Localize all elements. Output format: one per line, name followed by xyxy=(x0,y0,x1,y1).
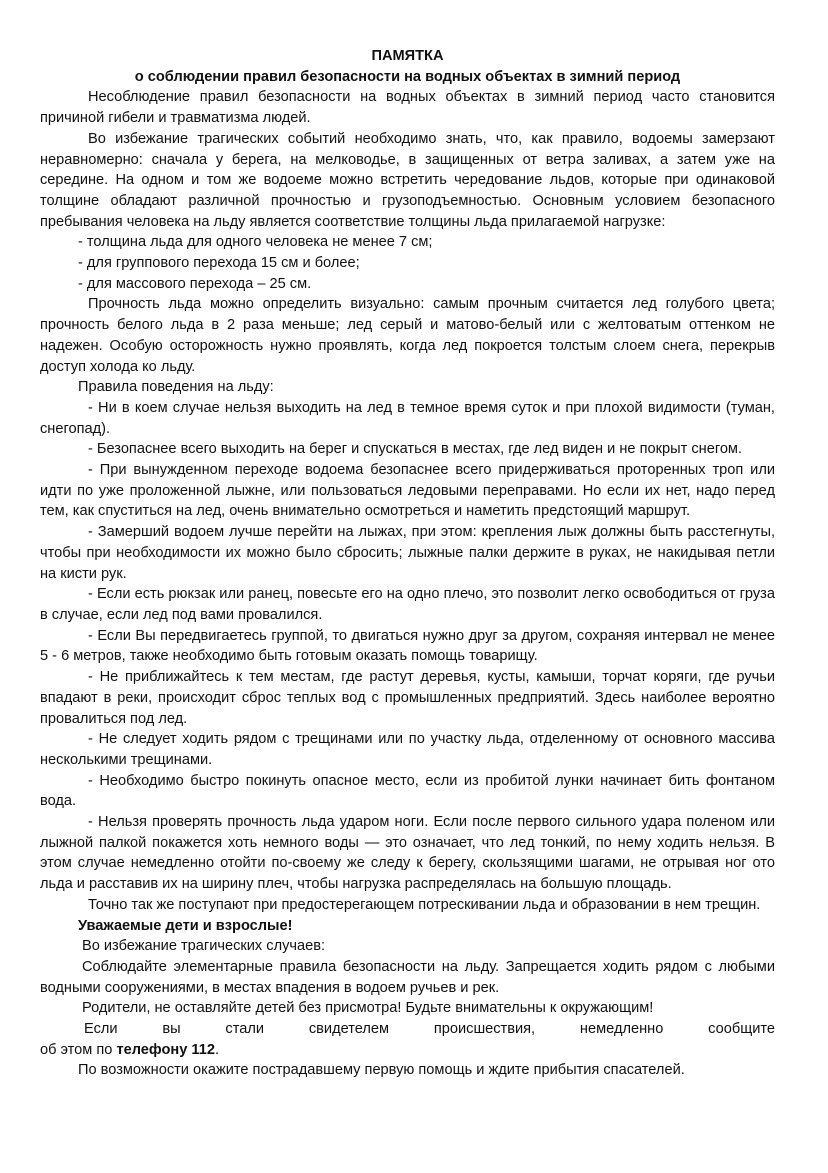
rule-item: - Нельзя проверять прочность льда ударом ноги. Если после первого сильного удара поленом или лыжной палкой покажется хоть немного воды — это означает, что лед тонкий, по нему ходить нельзя. В этом случае немедленно отойти по-своему же следу к берегу, скользящими шагами, не отрывая ног ото льда и расставив их на ширину плеч, чтобы нагрузка распределялась на большую площадь. xyxy=(40,814,775,893)
phone-prefix: об этом по xyxy=(40,1041,113,1058)
strength-paragraph: Прочность льда можно определить визуально: самым прочным считается лед голубого цвета; прочность белого льда в 2 раза меньше; лед серый и матово-белый или с желтоватым оттенком не надежен. Особую осторожность нужно проявлять, когда лед покроется толстым слоем снега, перекрыв доступ холода ко льду. xyxy=(40,296,775,375)
thickness-item-mass: - для массового перехода – 25 см. xyxy=(78,275,312,292)
rule-item: - Ни в коем случае нельзя выходить на лед в темное время суток и при плохой видимости (туман, снегопад). xyxy=(40,399,775,437)
rule-item: - Не приближайтесь к тем местам, где растут деревья, кусты, камыши, торчат коряги, где ручьи впадают в реки, происходит сброс теплых вод с промышленных предприятий. Здесь наиболее вероятно провалиться под лед. xyxy=(40,669,775,727)
rule-item: - Безопаснее всего выходить на берег и спускаться в местах, где лед виден и не покрыт снегом. xyxy=(88,441,743,458)
rule-item: - Если Вы передвигаетесь группой, то двигаться нужно друг за другом, сохраняя интервал не менее 5 - 6 метров, также необходимо быть готовым оказать помощь товарищу. xyxy=(40,627,775,665)
memo-document xyxy=(40,46,775,1081)
avoid-line: Во избежание трагических случаев: xyxy=(82,938,326,955)
memo-title: ПАМЯТКА xyxy=(371,48,444,64)
phone-line xyxy=(40,1040,775,1061)
observe-paragraph: Соблюдайте элементарные правила безопасности на льду. Запрещается ходить рядом с любыми водными сооружениями, в местах впадения в водоем ручьев и рек. xyxy=(40,958,775,996)
cracking-paragraph: Точно так же поступают при предостерегающем потрескивании льда и образовании в нем трещин. xyxy=(88,896,761,913)
phone-suffix: . xyxy=(214,1041,220,1058)
thickness-item-single: - толщина льда для одного человека не менее 7 см; xyxy=(78,234,433,251)
rule-item: - Если есть рюкзак или ранец, повесьте его на одно плечо, это позволит легко освободиться от груза в случае, если лед под вами провалился. xyxy=(40,586,775,623)
witness-line: Если вы стали свидетелем происшествия, немедленно сообщите xyxy=(84,1021,775,1038)
rule-item: - Не следует ходить рядом с трещинами или по участку льда, отделенному от основного массива несколькими трещинами. xyxy=(40,731,775,768)
appeal-heading: Уважаемые дети и взрослые! xyxy=(78,917,293,934)
rules-heading: Правила поведения на льду: xyxy=(78,379,274,396)
first-aid-line: По возможности окажите пострадавшему первую помощь и ждите прибытия спасателей. xyxy=(78,1062,685,1079)
rule-item: - Замерший водоем лучше перейти на лыжах, при этом: крепления лыж должны быть расстегнуты, чтобы при необходимости их можно было сбросить; лыжные палки держите в руках, не накидывая петли на кисти рук. xyxy=(40,524,775,582)
freezing-paragraph: Во избежание трагических событий необходимо знать, что, как правило, водоемы замерзают неравномерно: сначала у берега, на мелководье, в защищенных от ветра заливах, а затем уже на середине. На одном и том же водоеме можно встретить чередование льдов, которые при одинаковой толщине обладают различной прочностью и грузоподъемностью. Основным условием безопасного пребывания человека на льду является соответствие толщины льда прилагаемой нагрузке: xyxy=(40,130,775,230)
emergency-phone: телефону 112 xyxy=(116,1041,215,1058)
intro-paragraph: Несоблюдение правил безопасности на водных объектах в зимний период часто становится причиной гибели и травматизма людей. xyxy=(40,89,775,127)
thickness-item-group: - для группового перехода 15 см и более; xyxy=(78,255,360,272)
parents-line: Родители, не оставляйте детей без присмотра! Будьте внимательны к окружающим! xyxy=(82,1000,654,1017)
memo-subtitle: о соблюдении правил безопасности на водных объектах в зимний период xyxy=(134,68,681,85)
rule-item: - Необходимо быстро покинуть опасное место, если из пробитой лунки начинает бить фонтаном вода. xyxy=(40,772,775,810)
rule-item: - При вынужденном переходе водоема безопаснее всего придерживаться проторенных троп или идти по уже проложенной лыжне, или пользоваться ледовыми переправами. Но если их нет, надо перед тем, как спуститься на лед, очень внимательно осмотреться и наметить предстоящий маршрут. xyxy=(40,462,775,520)
